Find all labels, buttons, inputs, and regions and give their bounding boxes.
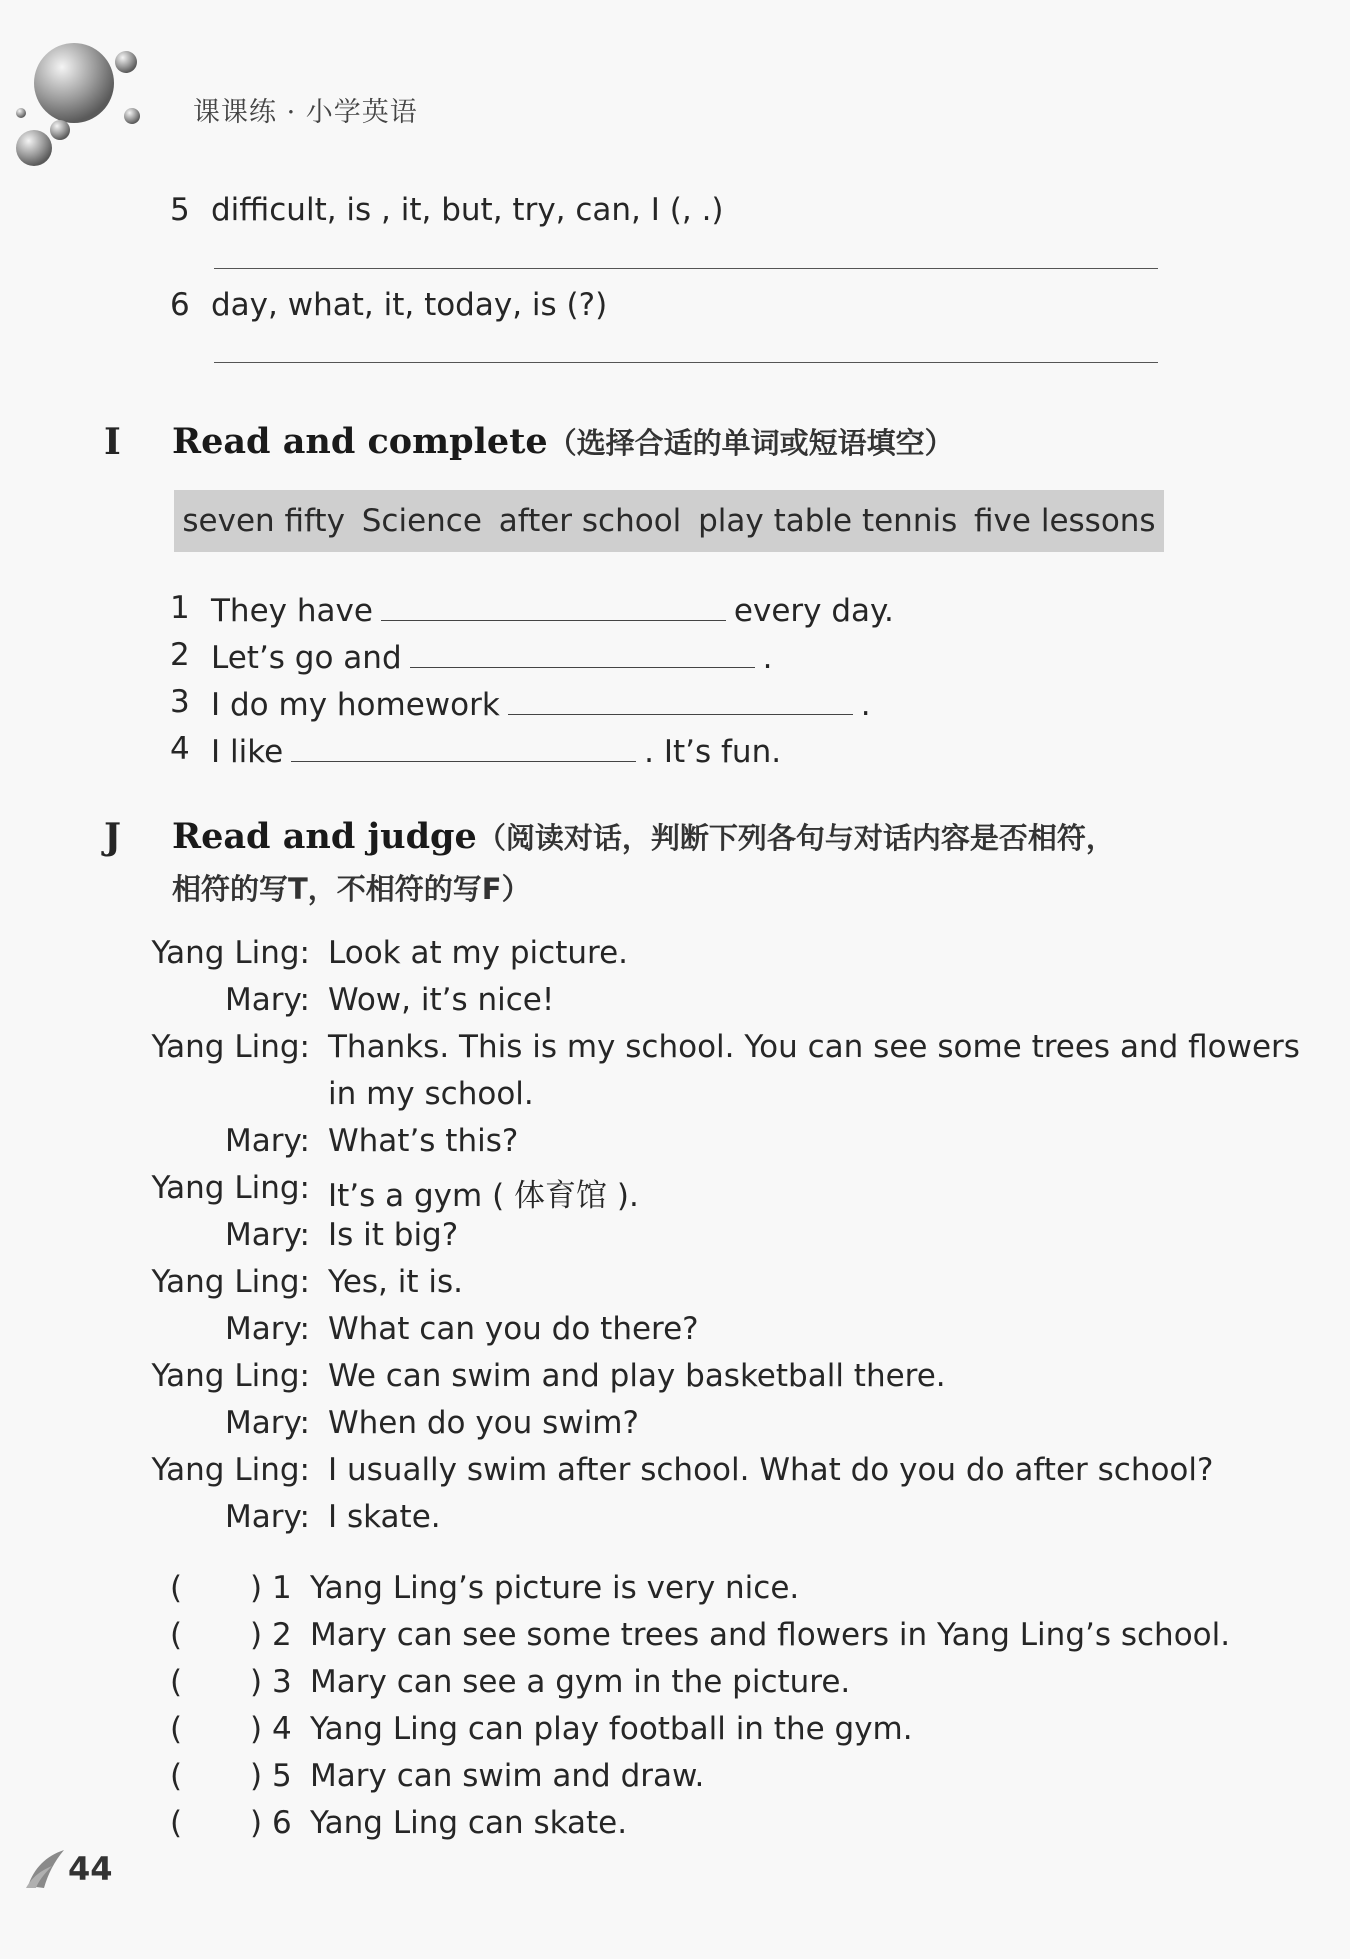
fill-item-before: I do my homework xyxy=(211,687,500,723)
fill-item-after: . xyxy=(762,640,773,676)
dialogue-speaker: Mary: xyxy=(224,1405,310,1441)
statement-text: Yang Ling can play football in the gym. xyxy=(310,1711,913,1747)
dialogue-line: I usually swim after school. What do you do after school? xyxy=(328,1452,1214,1488)
order-item-number: 5 xyxy=(170,192,190,228)
statement-number: ) 2 xyxy=(250,1617,292,1653)
dialogue-speaker: Yang Ling: xyxy=(151,1452,310,1488)
answer-paren[interactable]: ( xyxy=(170,1758,183,1794)
dialogue-line: What’s this? xyxy=(328,1123,519,1159)
answer-paren[interactable]: ( xyxy=(170,1570,183,1606)
section-j-letter: J xyxy=(104,816,122,858)
fill-item-before: They have xyxy=(211,593,373,629)
section-i-letter: I xyxy=(104,421,121,463)
fill-item-after: . It’s fun. xyxy=(644,734,782,770)
fill-item xyxy=(211,684,871,723)
order-item-text: day, what, it, today, is (?) xyxy=(211,287,608,323)
dialogue-speaker: Mary: xyxy=(224,1311,310,1347)
dialogue-line: When do you swim? xyxy=(328,1405,639,1441)
answer-line[interactable] xyxy=(214,362,1158,363)
dialogue-speaker: Mary: xyxy=(224,1123,310,1159)
fill-item-number: 1 xyxy=(170,590,190,626)
answer-paren[interactable]: ( xyxy=(170,1805,183,1841)
fill-blank[interactable] xyxy=(291,731,636,762)
order-item-number: 6 xyxy=(170,287,190,323)
dialogue-speaker: Yang Ling: xyxy=(151,1029,310,1065)
fill-blank[interactable] xyxy=(410,637,755,668)
dialogue-line: I skate. xyxy=(328,1499,441,1535)
word-bank-item: seven fifty xyxy=(182,503,345,539)
fill-blank[interactable] xyxy=(508,684,853,715)
statement-text: Yang Ling’s picture is very nice. xyxy=(310,1570,800,1606)
statement-text: Mary can see a gym in the picture. xyxy=(310,1664,851,1700)
word-bank-item: after school xyxy=(498,503,682,539)
dialogue-line: Look at my picture. xyxy=(328,935,628,971)
section-i-title-en: Read and complete xyxy=(172,421,548,462)
fill-item-before: I like xyxy=(211,734,284,770)
word-bank-item: five lessons xyxy=(974,503,1156,539)
word-bank xyxy=(174,490,1164,552)
dialogue-line: What can you do there? xyxy=(328,1311,699,1347)
fill-item-number: 4 xyxy=(170,731,190,767)
section-j-title xyxy=(172,816,1115,857)
header-title: 课课练 · 小学英语 xyxy=(193,97,418,128)
fill-blank[interactable] xyxy=(381,590,726,621)
dialogue-line: We can swim and play basketball there. xyxy=(328,1358,946,1394)
answer-line[interactable] xyxy=(214,268,1158,269)
section-i-title xyxy=(172,421,954,462)
statement-text: Mary can see some trees and flowers in Yang Ling’s school. xyxy=(310,1617,1231,1653)
fill-item-number: 3 xyxy=(170,684,190,720)
statement-number: ) 1 xyxy=(250,1570,292,1606)
statement-number: ) 4 xyxy=(250,1711,292,1747)
statement-number: ) 5 xyxy=(250,1758,292,1794)
dialogue-speaker: Yang Ling: xyxy=(151,1358,310,1394)
section-j-title-en: Read and judge xyxy=(172,816,477,857)
dialogue-line: Wow, it’s nice! xyxy=(328,982,555,1018)
dialogue-speaker: Yang Ling: xyxy=(151,1264,310,1300)
page-number: 44 xyxy=(68,1850,113,1888)
statement-text: Yang Ling can skate. xyxy=(310,1805,628,1841)
dialogue-speaker: Mary: xyxy=(224,1499,310,1535)
dialogue-speaker: Yang Ling: xyxy=(151,1170,310,1206)
fill-item xyxy=(211,590,894,629)
section-j-title-zh: （阅读对话，判断下列各句与对话内容是否相符， xyxy=(476,821,1115,855)
word-bank-item: play table tennis xyxy=(698,503,958,539)
dialogue-line: Yes, it is. xyxy=(328,1264,463,1300)
bubbles-decoration-icon xyxy=(14,38,154,168)
dialogue-speaker: Mary: xyxy=(224,1217,310,1253)
fill-item xyxy=(211,731,781,770)
fill-item-number: 2 xyxy=(170,637,190,673)
section-i-title-zh: （选择合适的单词或短语填空） xyxy=(547,426,954,460)
dialogue-line: Is it big? xyxy=(328,1217,459,1253)
section-j-title-zh-line2: 相符的写T，不相符的写F） xyxy=(172,872,531,906)
dialogue-line: Thanks. This is my school. You can see some trees and flowers xyxy=(328,1029,1300,1065)
dialogue-line: It’s a gym ( 体育馆 ). xyxy=(328,1178,639,1214)
fill-item-after: . xyxy=(860,687,871,723)
fill-item xyxy=(211,637,773,676)
answer-paren[interactable]: ( xyxy=(170,1711,183,1747)
answer-paren[interactable]: ( xyxy=(170,1664,183,1700)
statement-number: ) 3 xyxy=(250,1664,292,1700)
dialogue-line: in my school. xyxy=(328,1076,534,1112)
leaf-icon xyxy=(24,1848,68,1890)
word-bank-item: Science xyxy=(361,503,482,539)
dialogue-speaker: Yang Ling: xyxy=(151,935,310,971)
dialogue-speaker: Mary: xyxy=(224,982,310,1018)
order-item-text: difficult, is , it, but, try, can, I (, .) xyxy=(211,192,724,228)
answer-paren[interactable]: ( xyxy=(170,1617,183,1653)
statement-number: ) 6 xyxy=(250,1805,292,1841)
statement-text: Mary can swim and draw. xyxy=(310,1758,705,1794)
fill-item-before: Let’s go and xyxy=(211,640,402,676)
fill-item-after: every day. xyxy=(733,593,894,629)
